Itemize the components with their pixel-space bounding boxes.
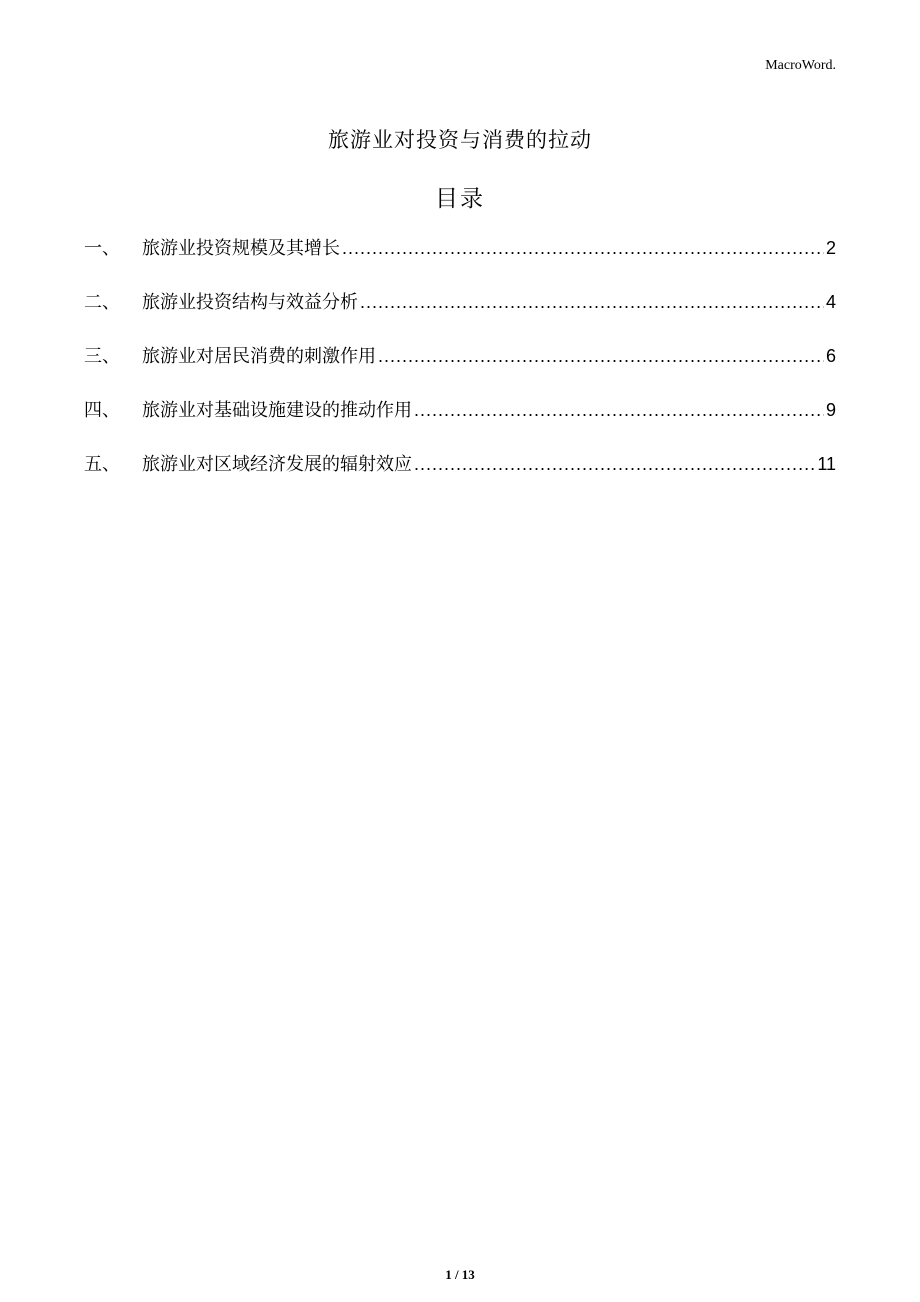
header-brand: MacroWord. — [765, 58, 836, 73]
toc-entry-title: 旅游业投资结构与效益分析 — [142, 292, 358, 313]
toc-entry-number: 一、 — [84, 238, 120, 259]
toc-entry-page: 2 — [825, 238, 836, 258]
toc-entry-page: 6 — [825, 346, 836, 366]
toc-entry-title: 旅游业对基础设施建设的推动作用 — [142, 400, 412, 421]
toc-entry-5[interactable] — [84, 450, 836, 504]
toc-entry-page: 4 — [825, 292, 836, 312]
toc-entry-2[interactable] — [84, 288, 836, 342]
toc-heading: 目录 — [435, 186, 485, 212]
page-indicator: 1 / 13 — [445, 1267, 475, 1282]
toc-entry-title: 旅游业对居民消费的刺激作用 — [142, 346, 376, 367]
toc-entry-number: 二、 — [84, 292, 120, 313]
toc-leader-dots — [378, 346, 824, 367]
toc-entry-3[interactable] — [84, 342, 836, 396]
toc-entry-number: 三、 — [84, 346, 120, 367]
document-title: 旅游业对投资与消费的拉动 — [328, 128, 592, 152]
toc-entry-number: 四、 — [84, 400, 120, 421]
toc-leader-dots — [414, 454, 815, 475]
toc-leader-dots — [414, 400, 824, 421]
table-of-contents — [84, 234, 836, 504]
toc-entry-4[interactable] — [84, 396, 836, 450]
toc-entry-title: 旅游业对区域经济发展的辐射效应 — [142, 454, 412, 475]
toc-leader-dots — [360, 292, 824, 313]
toc-entry-number: 五、 — [84, 454, 120, 475]
toc-entry-page: 11 — [817, 454, 836, 474]
toc-entry-title: 旅游业投资规模及其增长 — [142, 238, 340, 259]
toc-entry-page: 9 — [825, 400, 836, 420]
toc-entry-1[interactable] — [84, 234, 836, 288]
toc-leader-dots — [342, 238, 824, 259]
